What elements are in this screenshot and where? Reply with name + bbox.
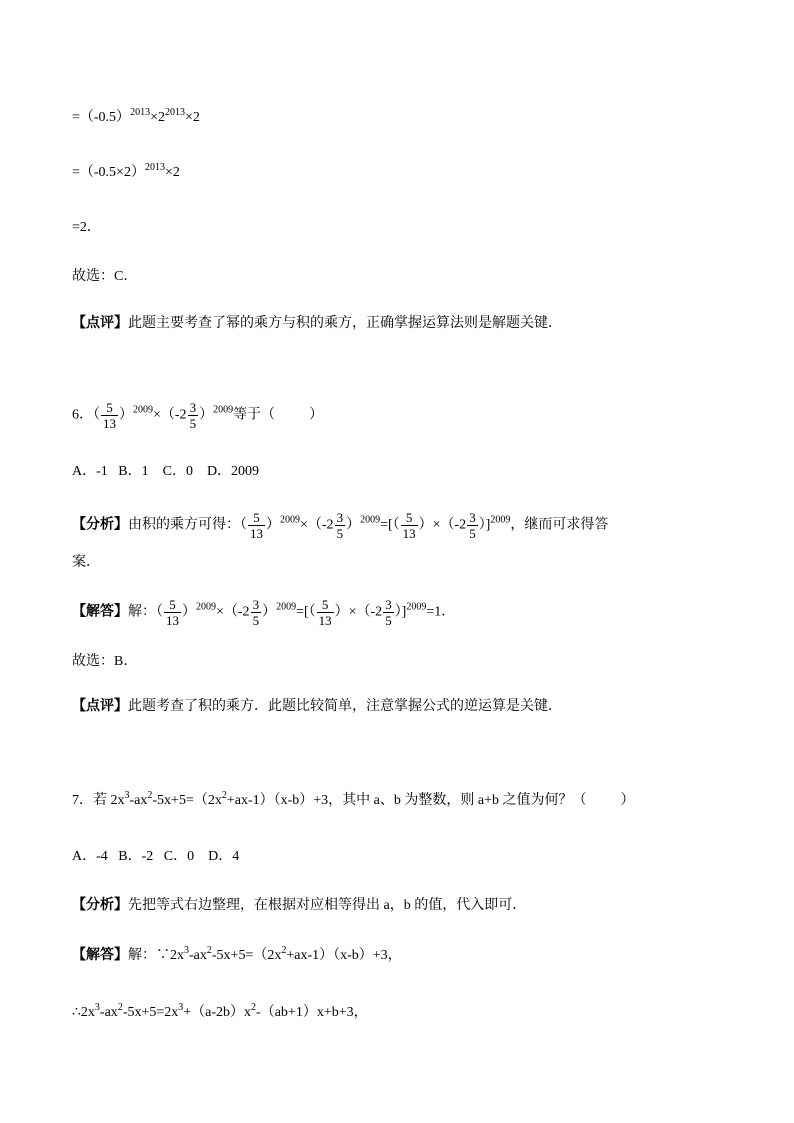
exponent: 2013 — [130, 107, 151, 118]
analysis-6: 【分析】由积的乘方可得：（ $\frac{5}{13}$ ）$^{2009}$×（-2 $\frac{3}{5}$ ）$^{2009}$=[（ $\frac{5}{13}$ ）×（-2 $\frac{3}{5}$ ）]$^{2009}$，继而可求得答 — [72, 510, 609, 541]
comment-text: 此题考查了积的乘方．此题比较简单，注意掌握公式的逆运算是关键． — [128, 699, 562, 714]
fraction — [383, 597, 394, 628]
analysis-7 — [72, 896, 526, 916]
fraction — [251, 597, 262, 628]
therefore-7 — [72, 1003, 368, 1023]
expr: 7．若 2x — [72, 793, 125, 808]
solution-tag: 【解答】 — [72, 604, 128, 620]
expr: =（-0.5） — [72, 110, 131, 125]
question-7 — [72, 791, 635, 811]
expr: ∴2x — [72, 1005, 95, 1020]
numerator: 5 — [164, 597, 181, 613]
expr: 解：∵2x — [128, 948, 184, 963]
exponent: 2013 — [164, 107, 185, 118]
fraction — [101, 400, 118, 431]
denominator: 13 — [402, 526, 416, 541]
paren: ） — [334, 604, 349, 620]
exponent: 2009 — [133, 404, 153, 416]
fraction — [467, 510, 478, 541]
expr: 解：（ — [128, 604, 163, 620]
expr: ×（-2 — [348, 604, 383, 620]
options-6: A．-1 B．1 C．0 D．2009 — [72, 464, 260, 479]
question-6 — [72, 400, 323, 431]
exponent: 3 — [94, 1002, 100, 1013]
numerator: 5 — [401, 510, 418, 526]
expr: =[（ — [296, 604, 316, 620]
numerator: 3 — [469, 510, 476, 525]
equation-line-3: =2． — [72, 220, 101, 235]
numerator: 3 — [385, 597, 392, 612]
expr: +ax-1）（x-b）+3， — [286, 948, 402, 963]
expr: -5x+5=（2x — [211, 948, 282, 963]
analysis-text: 先把等式右边整理，在根据对应相等得出 a，b 的值，代入即可． — [128, 898, 527, 913]
denominator: 5 — [252, 613, 260, 628]
denominator: 5 — [469, 526, 476, 541]
expr: ×2 — [184, 110, 200, 125]
exponent: 2009 — [360, 514, 381, 526]
numerator: 5 — [317, 597, 334, 613]
denominator: 13 — [103, 416, 116, 431]
exponent: 2013 — [144, 162, 165, 173]
expr: -5x+5=2x — [122, 1005, 179, 1020]
choice-6: 故选：B． — [72, 654, 138, 669]
expr: 由积的乘方可得：（ — [128, 517, 247, 533]
fraction — [401, 510, 418, 541]
expr: =[（ — [380, 517, 400, 533]
expr: =（-0.5×2） — [72, 165, 145, 180]
exponent: 2009 — [490, 514, 511, 526]
question-text: 等于（ — [233, 407, 276, 423]
expr: +（a-2b）x — [183, 1005, 252, 1020]
denominator: 13 — [318, 613, 332, 628]
fraction — [317, 597, 334, 628]
exponent: 2009 — [276, 601, 297, 613]
comment-tag: 【点评】 — [72, 316, 128, 331]
exponent: 2 — [251, 1002, 257, 1013]
exponent: 3 — [184, 945, 189, 956]
paren: ） — [418, 517, 433, 533]
expr: =1． — [426, 604, 456, 620]
denominator: 5 — [336, 526, 344, 541]
comment-line — [72, 314, 562, 334]
solution-tag: 【解答】 — [72, 948, 128, 963]
denominator: 5 — [189, 416, 197, 431]
paren: ） — [182, 604, 196, 620]
paren: ） — [346, 517, 361, 533]
analysis-6-cont: 案． — [72, 555, 100, 570]
solution-7 — [72, 946, 402, 966]
expr: ×2 — [150, 110, 165, 125]
comment-tag: 【点评】 — [72, 699, 128, 714]
expr: -ax — [129, 793, 148, 808]
numerator: 5 — [101, 400, 118, 416]
paren: ） — [262, 604, 277, 620]
analysis-tag: 【分析】 — [72, 517, 128, 533]
fraction — [188, 400, 199, 431]
exponent: 2009 — [196, 601, 216, 613]
exponent: 3 — [178, 1002, 184, 1013]
comment-6 — [72, 697, 562, 717]
paren: ） — [266, 517, 280, 533]
options-7: A．-4 B．-2 C．0 D．4 — [72, 849, 240, 864]
equation-line-1 — [72, 108, 200, 128]
exponent: 2009 — [213, 404, 234, 416]
analysis-tag: 【分析】 — [72, 898, 128, 913]
question-text: +ax-1）（x-b）+3，其中 a、b 为整数，则 a+b 之值为何？（ — [226, 793, 587, 808]
exponent: 3 — [124, 790, 130, 801]
exponent: 2 — [281, 945, 287, 956]
denominator: 5 — [385, 613, 392, 628]
expr: ×2 — [164, 165, 180, 180]
expr: ×（-2 — [300, 517, 334, 533]
exponent: 2 — [147, 790, 153, 801]
fraction — [164, 597, 181, 628]
expr: -ax — [189, 948, 207, 963]
exponent: 2009 — [280, 514, 300, 526]
equation-line-2 — [72, 163, 180, 183]
exponent: 2 — [117, 1002, 123, 1013]
solution-6: 【解答】解：（ $\frac{5}{13}$ ）$^{2009}$×（-2 $\frac{3}{5}$ ）$^{2009}$=[（ $\frac{5}{13}$ ）×（-2 $\frac{3}{5}$ ）]$^{2009}$=1． — [72, 597, 456, 628]
paren: ） — [620, 793, 635, 808]
paren: ） — [199, 407, 214, 423]
expr: -（ab+1）x+b+3， — [256, 1005, 368, 1020]
denominator: 13 — [166, 613, 179, 628]
expr: ，继而可求得答 — [510, 517, 609, 533]
denominator: 13 — [250, 526, 263, 541]
numerator: 3 — [252, 597, 260, 612]
exponent: 2 — [206, 945, 212, 956]
paren: ） — [119, 407, 133, 423]
paren: ） — [309, 407, 324, 423]
expr: ×（-2 — [216, 604, 250, 620]
numerator: 5 — [248, 510, 265, 526]
comment-text: 此题主要考查了幂的乘方与积的乘方，正确掌握运算法则是解题关键． — [128, 316, 562, 331]
fraction — [335, 510, 346, 541]
choice-line: 故选：C． — [72, 269, 138, 284]
expr: -ax — [99, 1005, 118, 1020]
fraction — [248, 510, 265, 541]
exponent: 2009 — [406, 601, 427, 613]
numerator: 3 — [189, 400, 197, 415]
exponent: 2 — [221, 790, 227, 801]
question-number: 6．（ — [72, 407, 100, 423]
expr: -5x+5=（2x — [152, 793, 222, 808]
expr: ×（-2 — [153, 407, 187, 423]
expr: ×（-2 — [432, 517, 467, 533]
numerator: 3 — [336, 510, 344, 525]
